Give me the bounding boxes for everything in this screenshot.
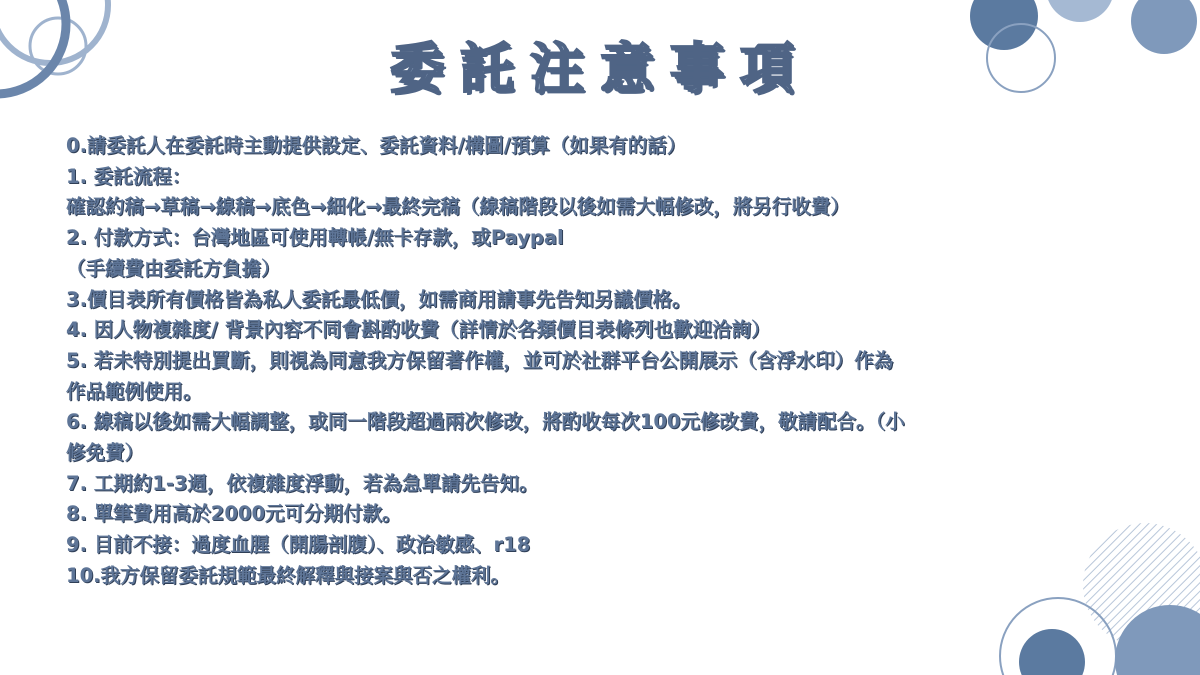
rule-8-line-0: 8. 單筆費用高於2000元可分期付款。 bbox=[66, 502, 402, 526]
page-title: 委託注意事項 bbox=[390, 37, 810, 100]
rule-6-line-1: 修免費） bbox=[66, 441, 145, 465]
rule-item-0 bbox=[66, 131, 1146, 162]
rule-5-line-0: 5. 若未特別提出買斷，則視為同意我方保留著作權，並可於社群平台公開展示（含浮水印）作為 bbox=[66, 348, 894, 372]
rule-1-line-1: 確認約稿→草稿→線稿→底色→細化→最終完稿（線稿階段以後如需大幅修改，將另行收費） bbox=[66, 195, 850, 219]
rule-item-3 bbox=[66, 285, 1146, 316]
rule-1-line-0: 1. 委託流程： bbox=[66, 164, 192, 188]
rule-0-line-0: 0.請委託人在委託時主動提供設定、委託資料/構圖/預算（如果有的話） bbox=[66, 134, 687, 157]
rule-7-line-0: 7. 工期約1-3週，依複雜度浮動，若為急單請先告知。 bbox=[66, 471, 539, 495]
rule-item-6 bbox=[66, 407, 1146, 468]
rule-item-1 bbox=[66, 162, 1146, 223]
rule-5-line-1: 作品範例使用。 bbox=[66, 379, 203, 403]
rule-item-5 bbox=[66, 346, 1146, 407]
rule-item-2 bbox=[66, 223, 1146, 284]
rule-item-4 bbox=[66, 315, 1146, 346]
rule-item-7 bbox=[66, 469, 1146, 500]
rule-10-line-0: 10.我方保留委託規範最終解釋與接案與否之權利。 bbox=[66, 563, 511, 587]
rule-6-line-0: 6. 線稿以後如需大幅調整，或同一階段超過兩次修改，將酌收每次100元修改費，敬請配合。（小 bbox=[66, 410, 905, 434]
rule-item-10 bbox=[66, 561, 1146, 592]
rule-item-8 bbox=[66, 499, 1146, 530]
rule-2-line-0: 2. 付款方式：台灣地區可使用轉帳/無卡存款，或Paypal bbox=[66, 226, 564, 250]
rule-2-line-1: （手續費由委託方負擔） bbox=[66, 256, 281, 280]
rule-3-line-0: 3.價目表所有價格皆為私人委託最低價，如需商用請事先告知另議價格。 bbox=[66, 287, 692, 311]
rule-4-line-0: 4. 因人物複雜度/ 背景內容不同會斟酌收費（詳情於各類價目表條列也歡迎洽詢） bbox=[66, 318, 771, 342]
rules-list bbox=[66, 131, 1146, 592]
rule-9-line-0: 9. 目前不接：過度血腥（開腸剖腹）、政治敏感、r18 bbox=[66, 533, 531, 557]
rule-item-9 bbox=[66, 530, 1146, 561]
